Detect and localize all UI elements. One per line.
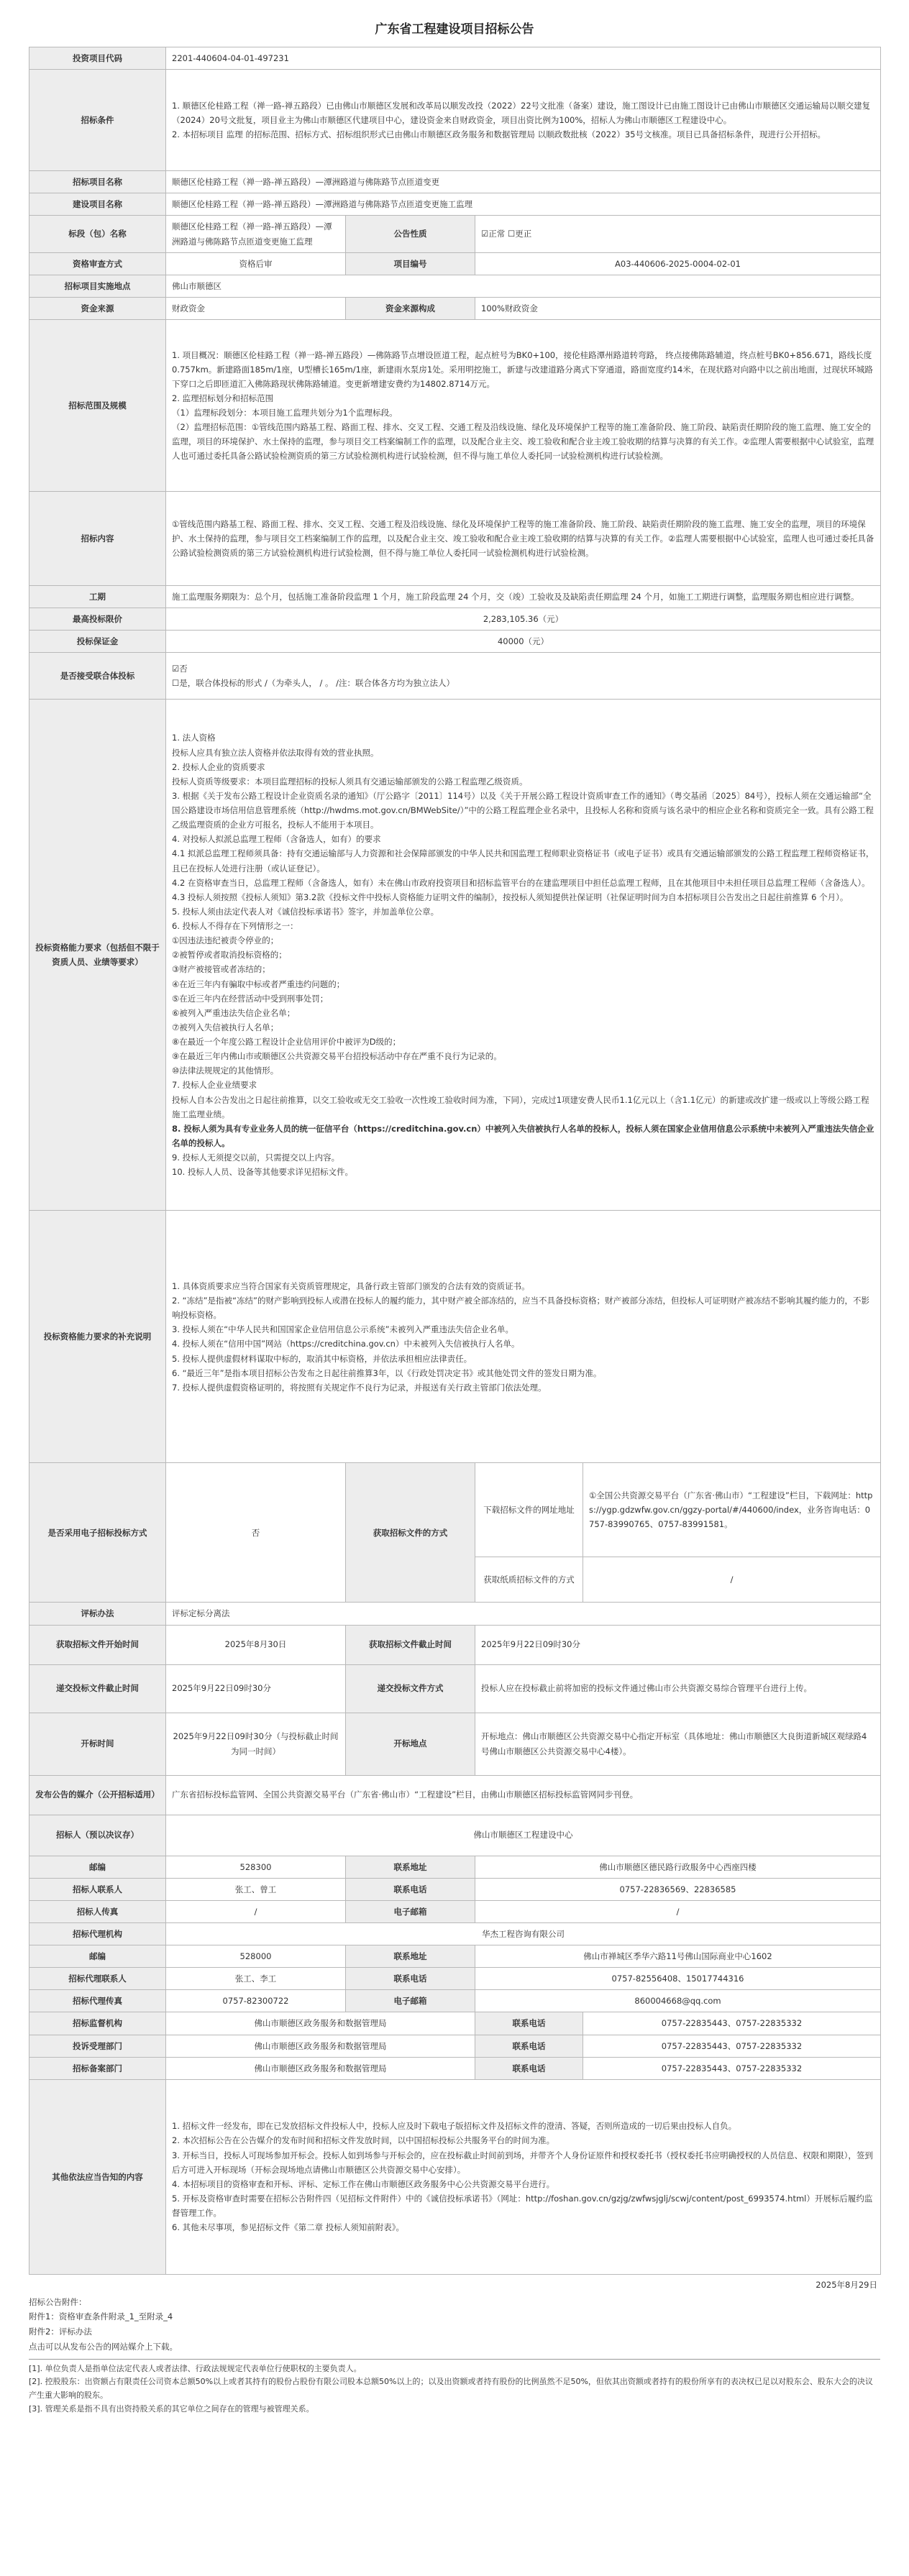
agency-fax-value: 0757-82300722 [166,1990,346,2012]
funding-value: 财政资金 [166,297,346,319]
attachments-header: 招标公告附件： [29,2296,87,2307]
tenderer-addr-value: 佛山市顺德区德民路行政服务中心西座四楼 [475,1856,881,1878]
qual-line-performance: 8. 投标人须为具有专业业务人员的统一征信平台（https://creditchina.gov.cn）中被列入失信被执行人名单的投标人，投标人须在国家企业信用信息公示系统中未被列入严重违法失信企业名单的投标人。 [172,1123,874,1148]
deposit-label: 投标保证金 [29,631,166,653]
row-notes [29,2079,881,2274]
row-tenderer [29,1815,881,1856]
row-electronic [29,1463,881,1557]
qual-line: 5. 投标人须由法定代表人对《诚信投标承诺书》签字，并加盖单位公章。 [172,906,439,917]
get-start-value: 2025年8月30日 [166,1625,346,1664]
attachment-item[interactable]: 附件1：资格审查条件附录_1_至附录_4 [29,2311,173,2322]
qual-review-value: 资格后审 [166,252,346,275]
max-price-label: 最高投标限价 [29,608,166,631]
notes-label: 其他依法应当告知的内容 [29,2079,166,2274]
row-time-2 [29,1664,881,1713]
tenderer-contact-label: 招标人联系人 [29,1878,166,1900]
electronic-value: 否 [166,1463,346,1603]
consortium-line-2: ☐是，联合体投标的形式 /（为牵头人， / 。 /注：联合体各方均为独立法人） [172,678,455,689]
agency-zip-value: 528000 [166,1945,346,1968]
open-place-value: 开标地点：佛山市顺德区公共资源交易中心指定开标室（具体地址：佛山市顺德区大良街道新城区观绿路4号佛山市顺德区公共资源交易中心4楼）。 [475,1713,881,1775]
row-tenderer-fax [29,1900,881,1922]
open-time-value: 2025年9月22日09时30分（与投标截止时间为同一时间） [166,1713,346,1775]
row-agency [29,1922,881,1945]
qual-line: 10. 投标人人员、设备等其他要求详见招标文件。 [172,1167,353,1178]
funding-comp-label: 资金来源构成 [346,297,475,319]
media-value: 广东省招标投标监管网、全国公共资源交易平台（广东省·佛山市）“工程建设”栏目，由佛山市顺德区招标投标监管网同步刊登。 [166,1775,881,1815]
other-line: 5. 投标人提供虚假材料谋取中标的，取消其中标资格，并依法承担相应法律责任。 [172,1353,472,1364]
project-number-label: 项目编号 [346,252,475,275]
qual-line: 投标人应具有独立法人资格并依法取得有效的营业执照。 [172,747,379,758]
agency-phone-value: 0757-82556408、15017744316 [475,1968,881,1990]
notes-line: 6. 其他未尽事项，参见招标文件《第二章 投标人须知前附表》。 [172,2222,405,2233]
footnote: [1]. 单位负责人是指单位法定代表人或者法律、行政法规规定代表单位行使职权的主要负责人。 [29,2363,362,2373]
qual-line: ⑤在近三年内在经营活动中受到刑事处罚； [172,993,329,1004]
qual-line: 4.3 投标人须按照《投标人须知》第3.2款《投标文件中投标人资格能力证明文件的编制》，按投标人须知提供社保证明（社保证明时间为自本招标项目公告发出之日起往前推算 6 个月）。 [172,891,849,902]
qualification-label: 投标资格能力要求（包括但不限于资质人员、业绩等要求） [29,700,166,1211]
row-max-price [29,608,881,631]
qual-line: ⑩法律法规规定的其他情形。 [172,1065,279,1076]
notes-line: 5. 开标及资格审查时需要在招标公告附件四（见招标文件附件）中的《诚信投标承诺书》（网址：http://foshan.gov.cn/gzjg/zwfwsjglj/scwj/content/post_6993574.html）开展标后履约监督管理工作。 [172,2193,873,2218]
conditions-p1: 1. 顺德区伦桂路工程（禅一路-禅五路段）已由佛山市顺德区发展和改革局以顺发改投（2022）22号文批准（备案）建设，施工图设计已由施工图设计已由佛山市顺德区交通运输局以顺交建复（2024）20号文批复，项目业主为佛山市顺德区代建项目中心，建设资金来自财政资金，项目出资比例为100%，招标人为佛山市顺德区工程建设中心。 [172,100,871,126]
location-value: 佛山市顺德区 [166,275,881,297]
conditions-value [166,70,881,171]
filing-tel-value: 0757-22835443、0757-22835332 [583,2057,881,2079]
eval-label: 评标办法 [29,1603,166,1625]
row-agency-contact [29,1968,881,1990]
row-tenderer-contact [29,1878,881,1900]
qual-review-label: 资格审查方式 [29,252,166,275]
row-project-code [29,47,881,70]
complaint-value: 佛山市顺德区政务服务和数据管理局 [166,2035,475,2057]
qual-line: 6. 投标人不得存在下列情形之一： [172,921,298,932]
supervise-label: 招标监督机构 [29,2012,166,2035]
electronic-label: 是否采用电子招标投标方式 [29,1463,166,1603]
attachment-item[interactable]: 附件2：评标办法 [29,2327,92,2337]
agency-contact-value: 张工、李工 [166,1968,346,1990]
agency-zip-label: 邮编 [29,1945,166,1968]
tenderer-email-value: / [475,1900,881,1922]
open-place-label: 开标地点 [346,1713,475,1775]
submit-deadline-value: 2025年9月22日09时30分 [166,1664,346,1713]
consortium-line-1: ☑否 [172,664,188,674]
publish-date: 2025年8月29日 [816,2279,877,2290]
qual-line: ①因违法违纪被责令停业的； [172,935,279,946]
submit-method-label: 递交投标文件方式 [346,1664,475,1713]
section-value: 顺德区伦桂路工程（禅一路-禅五路段）—潭洲路道与佛陈路节点匝道变更施工监理 [166,216,346,252]
open-time-label: 开标时间 [29,1713,166,1775]
scope-p4: （2）监理招标范围：①管线范围内路基工程、路面工程、排水、交叉工程、交通工程及沿线设施、绿化及环境保护工程等的施工准备阶段、施工阶段、缺陷责任期阶段的施工监理、施工安全的监理，项目的环境保护、水土保持的监理，参与项目交工档案编制工作的监理，以及配合业主交、竣工验收和配合业主竣工验收期的结算与决算的有关工作。②监理人需要根据中心试验室，监理人也可通过委托具备公路试验检测资质的第三方试验检测机构进行试验检测，但不得与施工单位人委托同一试验检测机构进行试验检测。 [172,422,874,462]
consortium-label: 是否接受联合体投标 [29,653,166,700]
other-label: 投标资格能力要求的补充说明 [29,1211,166,1463]
qual-line: 4.1 拟派总监理工程师须具备：持有交通运输部与人力资源和社会保障部颁发的中华人民共和国监理工程师职业资格证书（或电子证书）或具有交通运输部颁发的公路工程监理工程师资格证书，且已在投标人处进行注册（或认证登记）。 [172,848,874,874]
row-supervise [29,2012,881,2035]
agency-phone-label: 联系电话 [346,1968,475,1990]
tenderer-zip-value: 528300 [166,1856,346,1878]
tenderer-value: 佛山市顺德区工程建设中心 [166,1815,881,1856]
qual-line: ⑨在最近三年内佛山市或顺德区公共资源交易平台招投标活动中存在严重不良行为记录的。 [172,1051,502,1062]
tenderer-phone-label: 联系电话 [346,1878,475,1900]
row-section [29,216,881,252]
period-value: 施工监理服务期限为：总个月，包括施工准备阶段监理 1 个月，施工阶段监理 24 个月，交（竣）工验收及及缺陷责任期监理 24 个月，如施工工期进行调整，监理服务期也相应进行调整。 [166,586,881,608]
notes-value [166,2079,881,2274]
qual-line: 投标人自本公告发出之日起往前推算，以交工验收或无交工验收一次性竣工验收时间为准，下同），完成过1项建安费人民币1.1亿元以上（含1.1亿元）的新建或改扩建一级或以上等级公路工程施工监理业绩。 [172,1094,869,1119]
scope-p3: （1）监理标段划分：本项目施工监理共划分为1个监理标段。 [172,408,398,418]
max-price-value: 2,283,105.36（元） [166,608,881,631]
funding-label: 资金来源 [29,297,166,319]
content-value: ①管线范围内路基工程、路面工程、排水、交叉工程、交通工程及沿线设施、绿化及环境保护工程等的施工准备阶段、施工阶段、缺陷责任期阶段的施工监理、施工安全的监理，项目的环境保护、水土保持的监理，参与项目交工档案编制工作的监理，以及配合业主交、竣工验收和配合业主竣工验收期的结算与决算的有关工作。②监理人需要根据中心试验室，监理人也可通过委托具备公路试验检测资质的第三方试验检测机构进行试验检测，但不得与施工单位人委托同一试验检测机构进行试验检测。 [166,492,881,586]
supervise-value: 佛山市顺德区政务服务和数据管理局 [166,2012,475,2035]
qualification-value [166,700,881,1211]
qual-line: ⑧在最近一个年度公路工程设计企业信用评价中被评为D级的； [172,1037,401,1048]
qual-line: 3. 根据《关于发布公路工程设计企业资质名录的通知》（厅公路字〔2011〕114号）以及《关于开展公路工程设计资质审查工作的通知》（粤交基函〔2025〕84号），投标人须在交通运输部“全国公路建设市场信用信息管理系统（http://hwdms.mot.gov.cn/BMWebSite/）”中的公路工程监理企业名录中，且投标人名称和资质与该名录中的相应企业名称和资质完全一致。具有公路工程乙级监理资质的企业方可报名，投标人不能用于本项目。 [172,790,874,830]
content-label: 招标内容 [29,492,166,586]
scope-label: 招标范围及规模 [29,320,166,492]
filing-tel-label: 联系电话 [475,2057,583,2079]
agency-contact-label: 招标代理联系人 [29,1968,166,1990]
supervise-tel-label: 联系电话 [475,2012,583,2035]
other-value [166,1211,881,1463]
tenderer-phone-value: 0757-22836569、22836585 [475,1878,881,1900]
complaint-tel-label: 联系电话 [475,2035,583,2057]
complaint-tel-value: 0757-22835443、0757-22835332 [583,2035,881,2057]
other-line: 2. “冻结”是指被“冻结”的财产影响到投标人或潜在投标人的履约能力，其中财产被全部冻结的，应当不具备投标资格；财产被部分冻结，但投标人可证明财产被冻结不影响其履约能力的，不影响投标资格。 [172,1296,869,1321]
tenderer-label: 招标人（预以决议存） [29,1815,166,1856]
eval-value: 评标定标分离法 [166,1603,881,1625]
other-line: 7. 投标人提供虚假资格证明的，将按照有关规定作不良行为记录，并报送有关行政主管部门依法处理。 [172,1382,547,1393]
footnote: [2]. 控股股东：出资额占有限责任公司资本总额50%以上或者其持有的股份占股份有限公司股本总额50%以上的；以及出资额或者持有股份的比例虽然不足50%，但依其出资额或者持有的股份所享有的表决权已足以对股东会、股东大会的决议产生重大影响的股东。 [29,2377,873,2400]
submit-method-value: 投标人应在投标截止前将加密的投标文件通过佛山市公共资源交易综合管理平台进行上传。 [475,1664,881,1713]
conditions-p2: 2. 本招标项目 监理 的招标范围、招标方式、招标组织形式已由佛山市顺德区政务服务和数据管理局 以顺政数批核（2022）35号文核准。项目已具备招标条件，现进行公开招标。 [172,129,826,140]
submit-deadline-label: 递交投标文件截止时间 [29,1664,166,1713]
period-label: 工期 [29,586,166,608]
other-line: 1. 具体资质要求应当符合国家有关资质管理规定，具备行政主管部门颁发的合法有效的资质证书。 [172,1280,530,1291]
row-funding [29,297,881,319]
notes-line: 3. 开标当日，投标人可现场参加开标会。投标人如到场参与开标会的，应在投标截止时间前到场，并带齐个人身份证原件和授权委托书（授权委托书应明确授权的人员信息、权限和期限），签到后方可进入开标现场（开标会现场地点请佛山市顺德区公共资源交易中心安排）。 [172,2150,873,2175]
pub-nature-value: ☑正常 ☐更正 [475,216,881,252]
project-code-value: 2201-440604-04-01-497231 [166,47,881,70]
row-tenderer-zip [29,1856,881,1878]
get-docs-label: 获取招标文件的方式 [346,1463,475,1603]
row-filing [29,2057,881,2079]
tenderer-addr-label: 联系地址 [346,1856,475,1878]
pub-nature-label: 公告性质 [346,216,475,252]
page-title: 广东省工程建设项目招标公告 [375,22,534,37]
other-line: 4. 投标人须在“信用中国”网站（https://creditchina.gov.cn）中未被列入失信被执行人名单。 [172,1339,520,1349]
filing-label: 招标备案部门 [29,2057,166,2079]
agency-label: 招标代理机构 [29,1922,166,1945]
get-end-value: 2025年9月22日09时30分 [475,1625,881,1664]
consortium-value [166,653,881,700]
notes-line: 2. 本次招标公告在公告媒介的发布时间和招标文件发放时间，以中国招标投标公共服务平台的时间为准。 [172,2135,555,2146]
qual-line: 4.2 在资格审查当日，总监理工程师（含备选人，如有）未在佛山市政府投资项目和招标监管平台的在建监理项目中担任总监理工程师，且在其他项目中未担任项目总监理工程师（含备选人）。 [172,877,870,888]
tenderer-contact-value: 张工、曾工 [166,1878,346,1900]
attachment-item: 点击可以从发布公告的网站媒介上下载。 [29,2341,178,2352]
row-construction-name [29,193,881,216]
qual-line: 7. 投标人企业业绩要求 [172,1080,257,1091]
construction-name-label: 建设项目名称 [29,193,166,216]
tenderer-fax-label: 招标人传真 [29,1900,166,1922]
agency-email-label: 电子邮箱 [346,1990,475,2012]
other-line: 3. 投标人须在“中华人民共和国国家企业信用信息公示系统”未被列入严重违法失信企业名单。 [172,1324,514,1335]
row-eval [29,1603,881,1625]
qual-line: 2. 投标人企业的资质要求 [172,761,265,772]
row-time-3 [29,1713,881,1775]
scope-value [166,320,881,492]
tenderer-zip-label: 邮编 [29,1856,166,1878]
qual-line: ⑦被列入失信被执行人名单； [172,1022,279,1032]
project-name-label: 招标项目名称 [29,171,166,193]
get-start-label: 获取招标文件开始时间 [29,1625,166,1664]
qual-line: 1. 法人资格 [172,733,216,743]
complaint-label: 投诉受理部门 [29,2035,166,2057]
tenderer-email-label: 电子邮箱 [346,1900,475,1922]
row-qual-review [29,252,881,275]
row-other-requirements [29,1211,881,1463]
notes-line: 1. 招标文件一经发布，即在已发放招标文件投标人中，投标人应及时下载电子版招标文件及招标文件的澄清、答疑，否则所造成的一切后果由投标人自负。 [172,2121,737,2132]
row-media [29,1775,881,1815]
row-agency-fax [29,1990,881,2012]
agency-fax-label: 招标代理传真 [29,1990,166,2012]
funding-comp-value: 100%财政资金 [475,297,881,319]
qual-line: 9. 投标人无须提交以前，只需提交以上内容。 [172,1152,340,1163]
paper-docs-label: 获取纸质招标文件的方式 [475,1557,583,1603]
scope-p2: 2. 监理招标划分和招标范围 [172,393,274,403]
row-location [29,275,881,297]
agency-email-value[interactable]: 860004668@qq.com [475,1990,881,2012]
row-deposit [29,631,881,653]
tenderer-fax-value: / [166,1900,346,1922]
row-content [29,492,881,586]
supervise-tel-value: 0757-22835443、0757-22835332 [583,2012,881,2035]
qual-line: 4. 对投标人拟派总监理工程师（含备选人，如有）的要求 [172,834,381,845]
qual-line: ⑥被列入严重违法失信企业名单； [172,1007,296,1018]
row-project-name [29,171,881,193]
row-conditions [29,70,881,171]
deposit-value: 40000（元） [166,631,881,653]
agency-addr-label: 联系地址 [346,1945,475,1968]
qual-line: ③财产被接管或者冻结的； [172,964,270,975]
conditions-label: 招标条件 [29,70,166,171]
row-agency-zip [29,1945,881,1968]
filing-value: 佛山市顺德区政务服务和数据管理局 [166,2057,475,2079]
section-label: 标段（包）名称 [29,216,166,252]
attachments [29,2295,880,2355]
row-scope [29,320,881,492]
notes-line: 4. 本招标项目的资格审查和开标、评标、定标工作在佛山市顺德区政务服务中心公共资源交易平台进行。 [172,2178,555,2189]
row-complaint [29,2035,881,2057]
footnote: [3]. 管理关系是指不具有出资持股关系的其它单位之间存在的管理与被管理关系。 [29,2403,314,2414]
agency-value: 华杰工程咨询有限公司 [166,1922,881,1945]
other-line: 6. “最近三年”是指本项目招标公告发布之日起往前推算3年，以《行政处罚决定书》或其他处罚文件的签发日期为准。 [172,1367,602,1378]
row-qualification [29,700,881,1211]
scope-p1: 1. 项目概况：顺德区伦桂路工程（禅一路-禅五路段）—佛陈路节点增设匝道工程，起点桩号为BK0+100，接伦桂路潭州路道转弯路， 终点接佛陈路辅道，终点桩号BK0+856.671，路线长度0.757km。新建路面185m/1座，U型槽长165m/1座，新建雨水泵房1处。采用明挖施工，新建与改建道路分离式下穿通道，路面宽度约14米，在现状路对向路中以之前出地面，过现状环城路下穿口之后即匝道汇入佛陈路现状佛陈路辅道。变更新增建安费约为14802.8714万元。 [172,349,873,389]
get-end-label: 获取招标文件截止时间 [346,1625,475,1664]
qual-line: ②被暂停或者取消投标资格的； [172,950,287,961]
download-url-label: 下载招标文件的网址地址 [475,1463,583,1557]
paper-docs-value: / [583,1557,881,1603]
media-label: 发布公告的媒介（公开招标适用） [29,1775,166,1815]
project-name-value: 顺德区伦桂路工程（禅一路-禅五路段）—潭洲路道与佛陈路节点匝道变更 [166,171,881,193]
row-consortium [29,653,881,700]
project-code-label: 投资项目代码 [29,47,166,70]
row-period [29,586,881,608]
construction-name-value: 顺德区伦桂路工程（禅一路-禅五路段）—潭洲路道与佛陈路节点匝道变更施工监理 [166,193,881,216]
agency-addr-value: 佛山市禅城区季华六路11号佛山国际商业中心1602 [475,1945,881,1968]
project-number-value: A03-440606-2025-0004-02-01 [475,252,881,275]
qual-line: 投标人资质等级要求：本项目监理招标的投标人须具有交通运输部颁发的公路工程监理乙级资质。 [172,776,528,787]
qual-line: ④在近三年内有骗取中标或者严重违约问题的； [172,978,345,989]
footnotes [29,2359,880,2416]
announcement-table [29,47,881,2275]
download-url-value[interactable]: ①全国公共资源交易平台（广东省·佛山市）“工程建设”栏目，下载网址：https://ygp.gdzwfw.gov.cn/ggzy-portal/#/440600/index，业务咨询电话：0757-83990765、0757-83991581。 [583,1463,881,1557]
location-label: 招标项目实施地点 [29,275,166,297]
row-time-1 [29,1625,881,1664]
